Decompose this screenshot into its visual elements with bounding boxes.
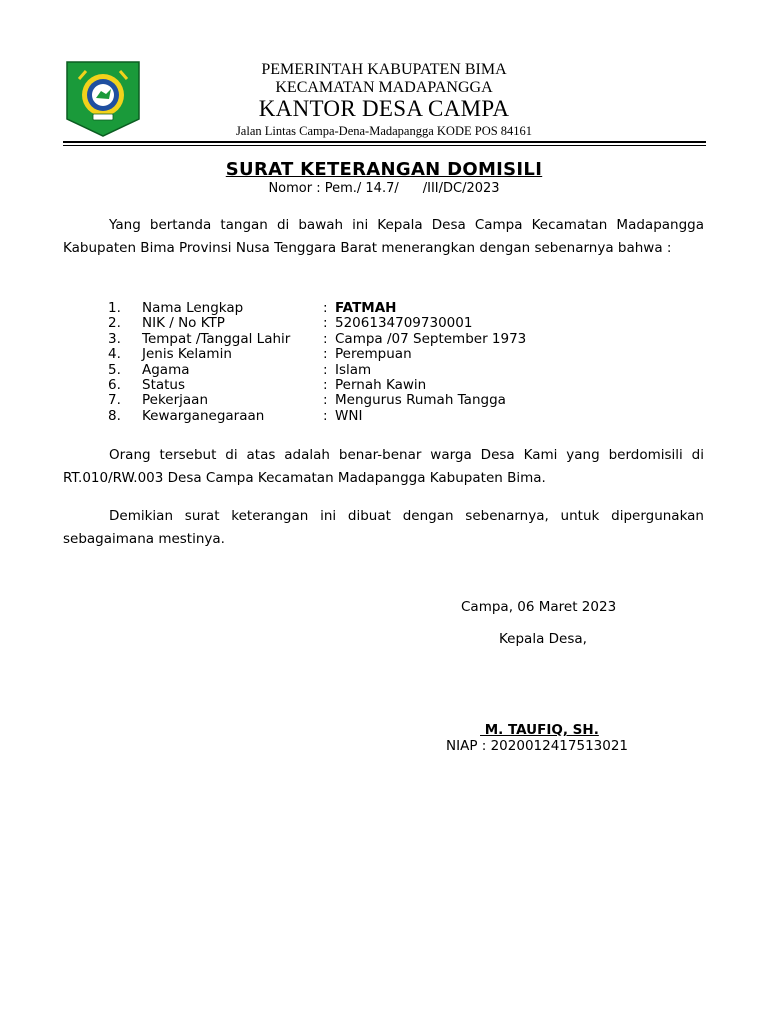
list-item <box>108 301 526 316</box>
field-label: Tempat /Tanggal Lahir <box>142 330 291 347</box>
field-label: Status <box>142 376 186 393</box>
document-number-prefix: Nomor : Pem./ 14.7/ <box>268 181 399 196</box>
field-separator: : <box>323 376 328 393</box>
intro-text: Yang bertanda tangan di bawah ini Kepala Desa Campa Kecamatan Madapangga Kabupaten Bima Provinsi Nusa Tenggara Barat menerangkan dengan sebenarnya bahwa : <box>63 217 704 256</box>
header-office-name: KANTOR DESA CAMPA <box>258 96 510 121</box>
signature-place-date: Campa, 06 Maret 2023 <box>461 599 617 615</box>
list-item <box>108 363 526 378</box>
field-label: Pekerjaan <box>142 392 209 409</box>
field-separator: : <box>323 346 328 363</box>
field-value: 5206134709730001 <box>335 315 473 332</box>
resident-details-list <box>108 301 526 424</box>
domicile-paragraph <box>63 444 704 490</box>
field-number: 7. <box>108 392 121 409</box>
field-label: Kewarganegaraan <box>142 407 265 424</box>
domicile-text: Orang tersebut di atas adalah benar-benar warga Desa Kami yang berdomisili di RT.010/RW.003 Desa Campa Kecamatan Madapangga Kabupaten Bima. <box>63 447 704 486</box>
field-separator: : <box>323 407 328 424</box>
header-district-line: KECAMATAN MADAPANGGA <box>275 79 493 96</box>
list-item <box>108 393 526 408</box>
field-value: Pernah Kawin <box>335 376 427 393</box>
list-item <box>108 332 526 347</box>
document-title: SURAT KETERANGAN DOMISILI <box>225 159 543 180</box>
field-number: 4. <box>108 346 121 363</box>
field-number: 2. <box>108 315 121 332</box>
signatory-name: M. TAUFIQ, SH. <box>480 722 599 738</box>
field-number: 1. <box>108 300 121 316</box>
header-address: Jalan Lintas Campa-Dena-Madapangga KODE POS 84161 <box>235 124 533 138</box>
intro-paragraph <box>63 214 704 260</box>
field-value: FATMAH <box>335 300 397 316</box>
field-label: Jenis Kelamin <box>142 346 232 363</box>
signature-position: Kepala Desa, <box>499 631 587 647</box>
field-number: 5. <box>108 361 121 378</box>
list-item <box>108 316 526 331</box>
closing-text: Demikian surat keterangan ini dibuat dengan sebenarnya, untuk dipergunakan sebagaimana mestinya. <box>63 508 704 547</box>
field-value: Campa /07 September 1973 <box>335 330 527 347</box>
field-label: Nama Lengkap <box>142 300 244 316</box>
list-item <box>108 378 526 393</box>
list-item <box>108 409 526 424</box>
header-government-line: PEMERINTAH KABUPATEN BIMA <box>261 61 507 78</box>
header-divider-thick <box>63 141 706 143</box>
field-number: 8. <box>108 407 121 424</box>
field-number: 3. <box>108 330 121 347</box>
kabupaten-bima-logo-icon <box>66 61 140 137</box>
field-separator: : <box>323 330 328 347</box>
list-item <box>108 347 526 362</box>
field-separator: : <box>323 361 328 378</box>
document-number <box>0 181 768 196</box>
field-separator: : <box>323 315 328 332</box>
field-label: Agama <box>142 361 190 378</box>
field-value: Mengurus Rumah Tangga <box>335 392 506 409</box>
field-value: Perempuan <box>335 346 412 363</box>
closing-paragraph <box>63 505 704 551</box>
signatory-niap: NIAP : 2020012417513021 <box>446 738 629 754</box>
field-value: Islam <box>335 361 372 378</box>
field-value: WNI <box>335 407 363 424</box>
header-divider-thin <box>63 145 706 146</box>
field-separator: : <box>323 392 328 409</box>
document-number-suffix: /III/DC/2023 <box>422 181 500 196</box>
field-number: 6. <box>108 376 121 393</box>
field-label: NIK / No KTP <box>142 315 225 332</box>
field-separator: : <box>323 300 328 316</box>
